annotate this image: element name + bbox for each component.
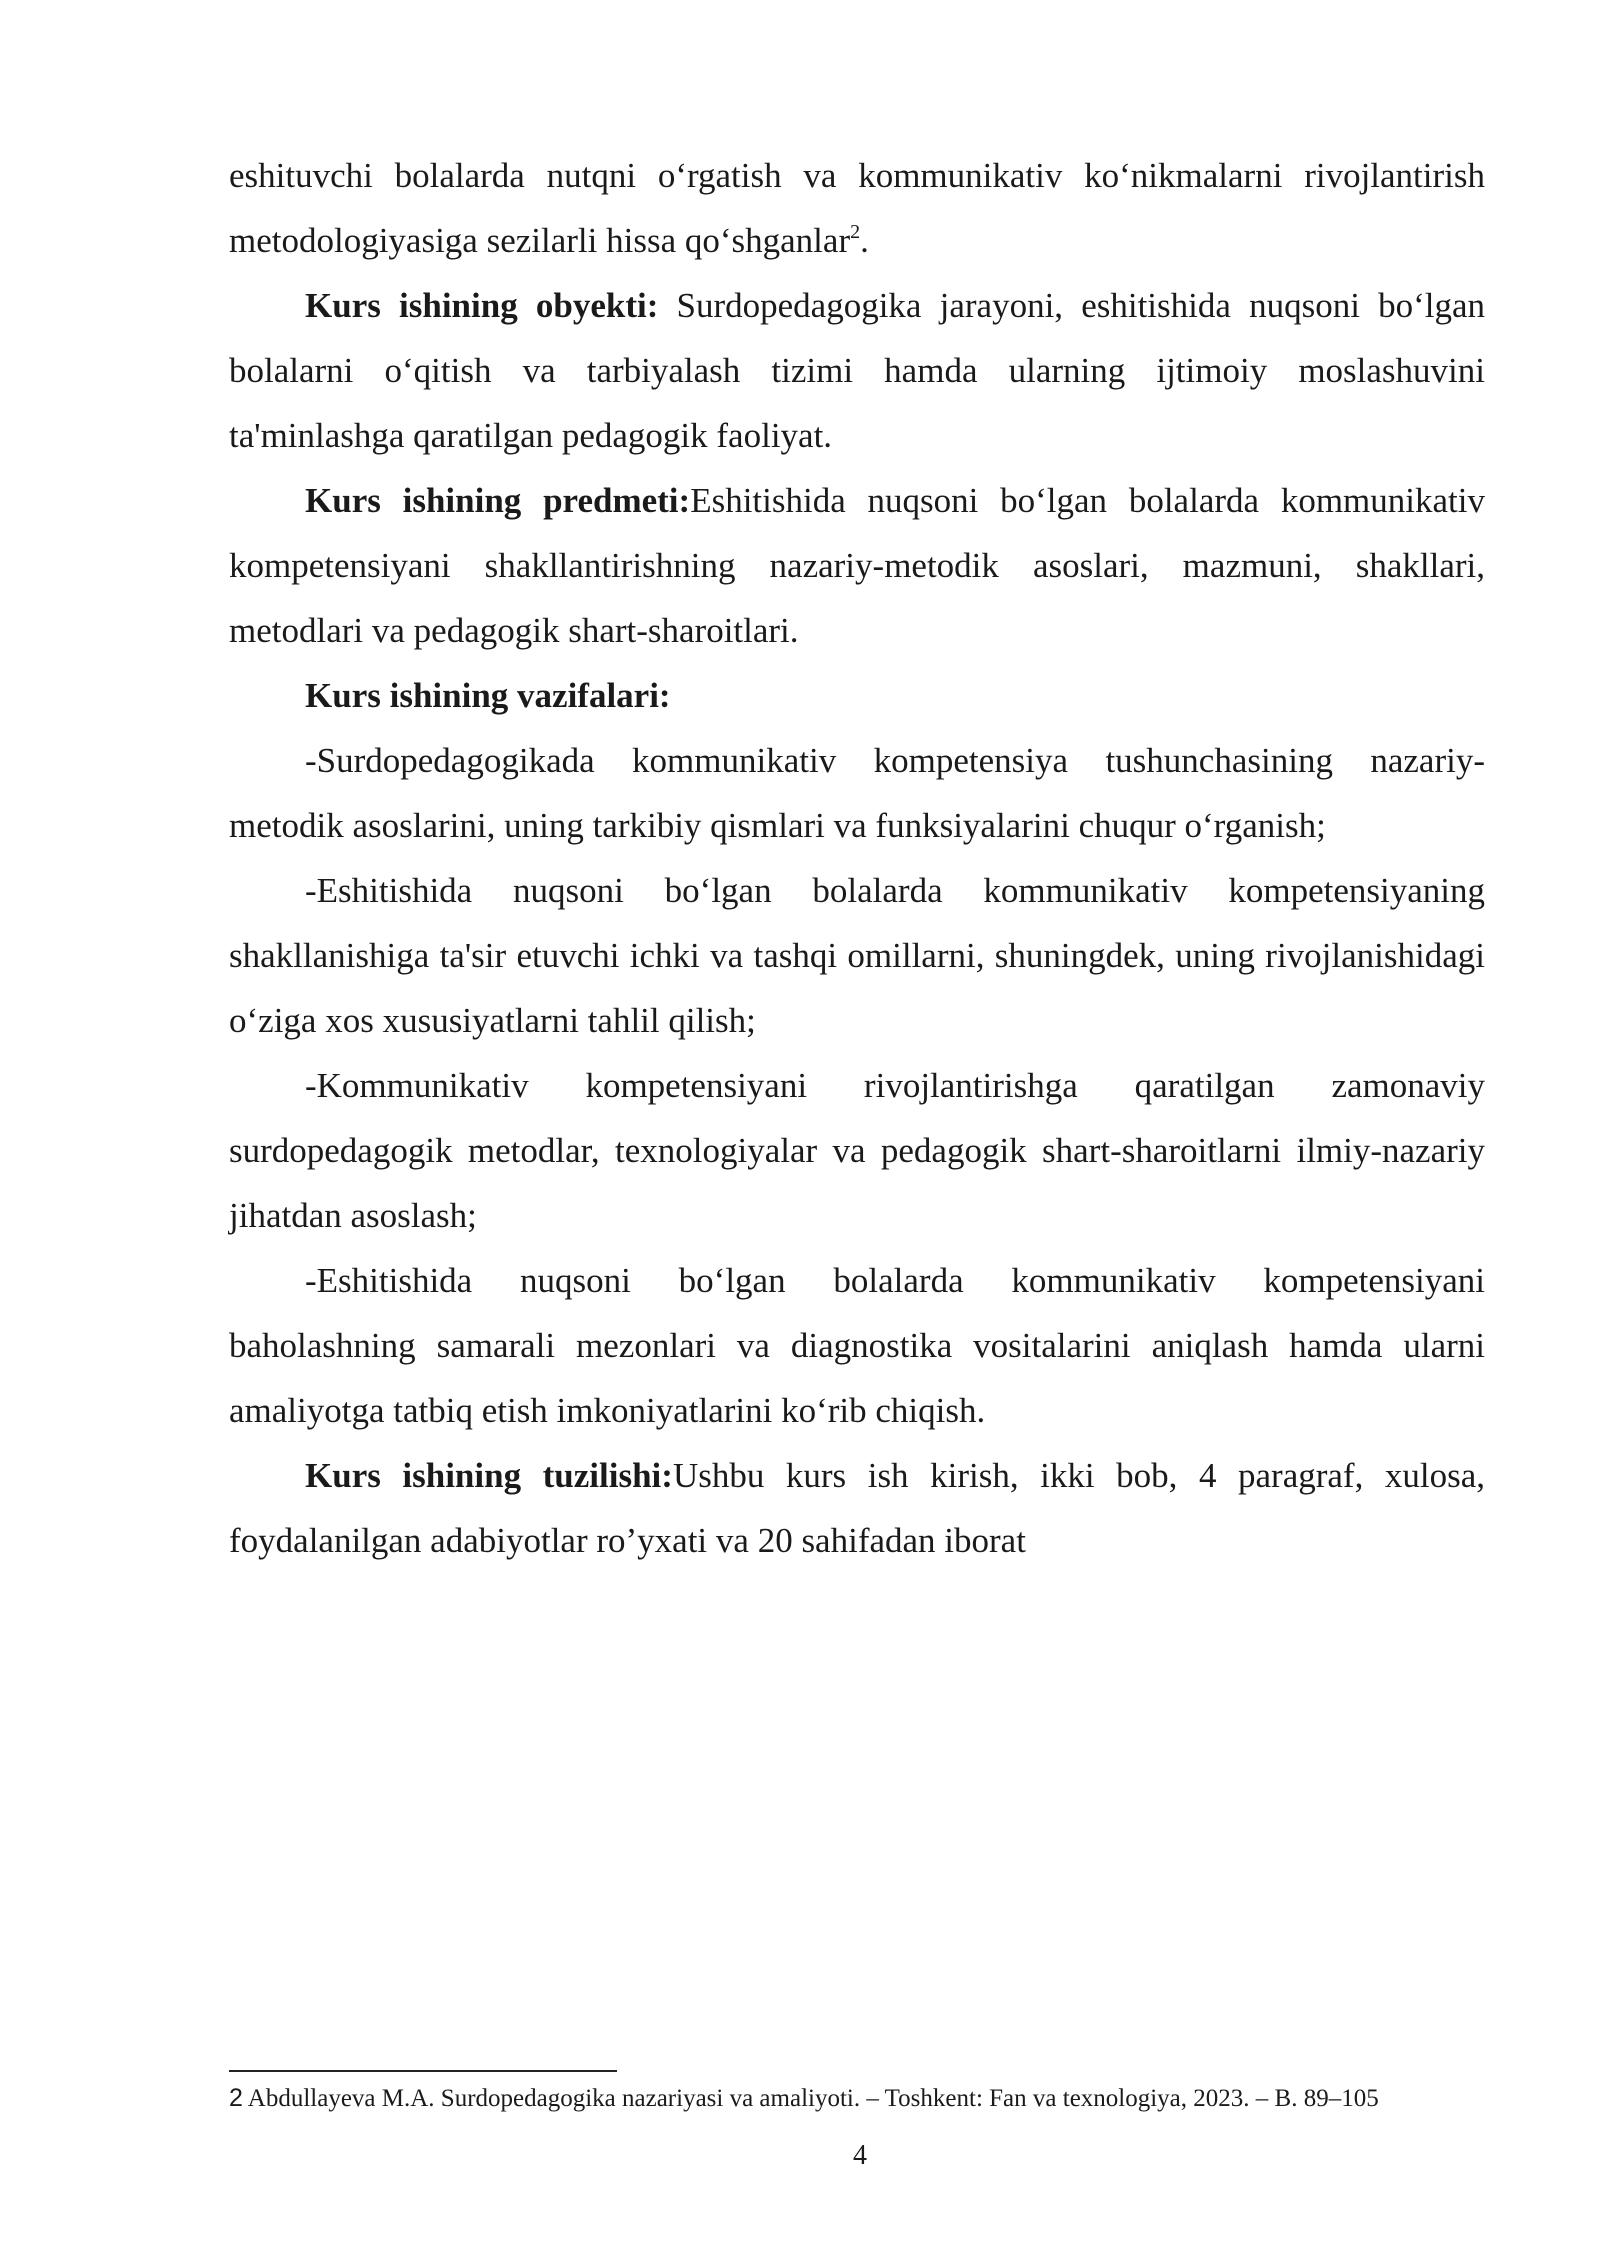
footnote-separator xyxy=(229,2070,617,2072)
page-number: 4 xyxy=(853,2140,867,2171)
footnote-text: Abdullayeva M.A. Surdopedagogika nazariyasi va amaliyoti. – Toshkent: Fan va texnologiya, 2023. – B. 89–105 xyxy=(242,2085,1379,2112)
paragraph-subject xyxy=(229,468,1485,663)
paragraph-text: eshituvchi bolalarda nutqni o‘rgatish va kommunikativ ko‘nikmalarni rivojlantirish metodologiyasiga sezilarli hissa qo‘shganlar xyxy=(229,156,1485,260)
section-label-structure: Kurs ishining tuzilishi: xyxy=(305,1456,673,1495)
body-text xyxy=(229,143,1485,1573)
paragraph-text: Ushbu kurs ish kirish, ikki bob, 4 paragraf, xulosa, foydalanilgan adabiyotlar ro’yxati va 20 sahifadan iborat xyxy=(229,1456,1486,1560)
section-label-subject: Kurs ishining predmeti: xyxy=(305,481,691,520)
footnote-number: 2 xyxy=(229,2084,243,2112)
task-item: -Eshitishida nuqsoni bo‘lgan bolalarda kommunikativ kompetensiyaning shakllanishiga ta'sir etuvchi ichki va tashqi omillarni, shuningdek, uning rivojlanishidagi o‘ziga xos xususiyatlarni tahlil qilish; xyxy=(229,871,1485,1040)
paragraph-tasks-heading xyxy=(229,663,1485,728)
section-label-tasks: Kurs ishining vazifalari: xyxy=(305,676,671,715)
paragraph-structure xyxy=(229,1443,1485,1573)
task-item: -Eshitishida nuqsoni bo‘lgan bolalarda kommunikativ kompetensiyani baholashning samarali mezonlari va diagnostika vositalarini aniqlash hamda ularni amaliyotga tatbiq etish imkoniyatlarini ko‘rib chiqish. xyxy=(229,1261,1485,1430)
section-label-object: Kurs ishining obyekti: xyxy=(305,286,659,325)
task-item: -Surdopedagogikada kommunikativ kompetensiya tushunchasining nazariy-metodik asoslarini, uning tarkibiy qismlari va funksiyalarini chuqur o‘rganish; xyxy=(229,741,1485,845)
task-item: -Kommunikativ kompetensiyani rivojlantirishga qaratilgan zamonaviy surdopedagogik metodlar, texnologiyalar va pedagogik shart-sharoitlarni ilmiy-nazariy jihatdan asoslash; xyxy=(229,1066,1485,1235)
footnote-reference[interactable]: 2 xyxy=(850,221,861,243)
footnote xyxy=(229,2080,1529,2117)
paragraph-text: Eshitishida nuqsoni bo‘lgan bolalarda kommunikativ kompetensiyani shakllantirishning nazariy-metodik asoslari, mazmuni, shakllari, metodlari va pedagogik shart-sharoitlari. xyxy=(229,481,1485,650)
paragraph-tail: . xyxy=(860,221,869,260)
paragraph-object xyxy=(229,273,1485,468)
paragraph-text: Surdopedagogika jarayoni, eshitishida nuqsoni bo‘lgan bolalarni o‘qitish va tarbiyalash tizimi hamda ularning ijtimoiy moslashuvini ta'minlashga qaratilgan pedagogik faoliyat. xyxy=(229,286,1485,455)
paragraph-intro-continuation xyxy=(229,143,1485,273)
